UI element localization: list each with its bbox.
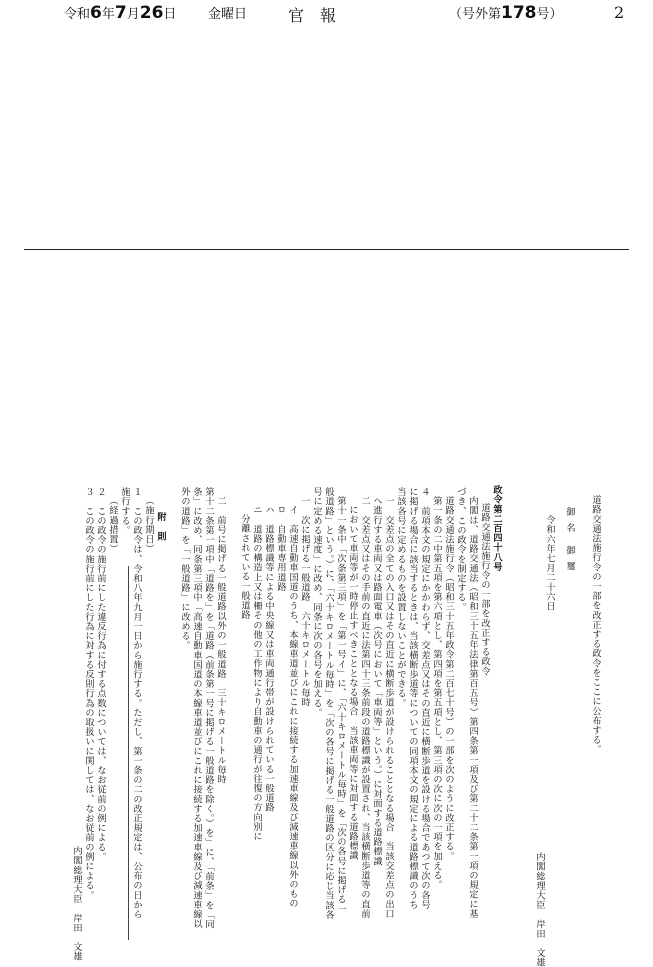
new-item-line: ハ 道路標識等による中央線又は車両通行帯が設けられている一般道路 [263, 505, 274, 813]
amend-line: 第十二条第一項中「道路を」を「道路（前条第一号に掲げる一般道路を除く。）を」に、「前条」を「同 [203, 487, 214, 929]
preamble-line: 内閣は、道路交通法（昭和三十五年法律第百五号）第四条第一項及び第二十二条第一項の規定に基 [467, 496, 478, 919]
new-item-line: 分離されている一般道路 [239, 514, 250, 620]
issue-date: 令和6年7月26日 [64, 3, 177, 23]
paragraph-4-line: に掲げる場合に該当するときは、当該横断歩道等についての同項本文の規定による道路標識のうち [407, 487, 418, 910]
amend-line: 第十一条中「次条第三項」を「第一号イ」に、「六十キロメートル毎時」を「次の各号に掲げる一 [335, 496, 346, 914]
item-1-line: へ進行する車両又は路面電車（次号において「車両等」という。）に対面する道路標識 [371, 496, 382, 866]
ordinance-title: 道路交通法施行令の一部を改正する政令 [479, 503, 490, 676]
amend-line: 般道路」という。）に、「六十キロメートル毎時」を「次の各号に掲げる一般道路の区分に応じ当該各 [323, 487, 334, 920]
item-1-line: 一 交差点の全ての入口又はその直近に横断歩道が設けられることとなる場合 当該交差点の出口 [383, 496, 394, 919]
new-item-line: 一 次に掲げる一般道路 六十キロメートル毎時 [299, 496, 310, 708]
amend-line: 道路交通法施行令（昭和三十五年政令第二百七十号）の一部を次のように改正する。 [443, 496, 454, 861]
supplementary-line: 施行する。 [119, 487, 130, 535]
supplementary-title: 附 則 [155, 512, 166, 541]
paragraph-4-line: ４ 前項本文の規定にかかわらず、交差点又はその直近に横断歩道を設ける場合であつて次の各号 [419, 487, 430, 910]
weekday: 金曜日 [208, 7, 248, 22]
amend-line: 第一条の二中第五項を第六項とし、第四項を第五項とし、第三項の次に次の一項を加える。 [431, 496, 442, 890]
amend-line: 条」に改め、同条第三項中「高速自動車国道の本線車道並びにこれに接続する加速車線及び減速車線以 [191, 487, 202, 929]
promulgation-text: 道路交通法施行令の一部を改正する政令をここに公布する。 [590, 495, 601, 755]
prime-minister-bottom: 内閣総理大臣 岸田 文雄 [71, 846, 82, 962]
amend-line: 号に定める速度」に改め、同条に次の各号を加える。 [311, 487, 322, 718]
supplementary-line: ２ この政令の施行前にした違反行為に付する点数については、なお従前の例による。 [95, 487, 106, 862]
imperial-seal: 御 名 御 璽 [564, 507, 575, 573]
prime-minister-top: 内閣総理大臣 岸田 文雄 [534, 852, 545, 967]
issue-number: （号外第178号） [449, 3, 563, 23]
new-item-line: イ 高速自動車国道のうち、本線車道並びにこれに接続する加速車線及び減速車線以外のもの [287, 505, 298, 909]
item-2-line: 二 交差点又はその手前の直近に法第四十三条前段の道路標識が設置され、当該横断歩道等の直前 [359, 496, 370, 919]
supplementary-heading: （経過措置） [107, 496, 118, 554]
page-number: 2 [614, 3, 625, 22]
item-2-line: において車両等が一時停止すべきこととなる場合 当該車両等に対面する道路標識 [347, 505, 358, 861]
page-header [0, 0, 653, 24]
supplementary-line: ３ この政令の施行前にした行為に対する反則行為の取扱いに関しては、なお従前の例による。 [83, 487, 94, 900]
paper-title: 官 報 [288, 6, 337, 25]
new-item-line: ニ 道路の構造上又は柵その他の工作物により自動車の通行が往復の方向別に [251, 505, 262, 841]
margin-rule [128, 566, 129, 940]
new-item-line: 二 前号に掲げる一般道路以外の一般道路 三十キロメートル毎時 [215, 496, 226, 784]
section-divider [24, 249, 629, 250]
amend-line: 外の道路」を「一般道路」に改める。 [179, 487, 190, 651]
supplementary-heading: （施行期日） [143, 496, 154, 554]
preamble-line: づき、この政令を制定する。 [455, 487, 466, 612]
paragraph-4-line: 当該各号に定めるものを設置しないことができる。 [395, 487, 406, 708]
new-item-line: ロ 自動車専用道路 [275, 505, 286, 592]
supplementary-line: １ この政令は、令和八年九月一日から施行する。ただし、第一条の二の改正規定は、公布の日から [131, 487, 142, 919]
seal-date: 令和六年七月二十六日 [544, 515, 555, 611]
ordinance-number: 政令第二百四十八号 [491, 485, 502, 572]
